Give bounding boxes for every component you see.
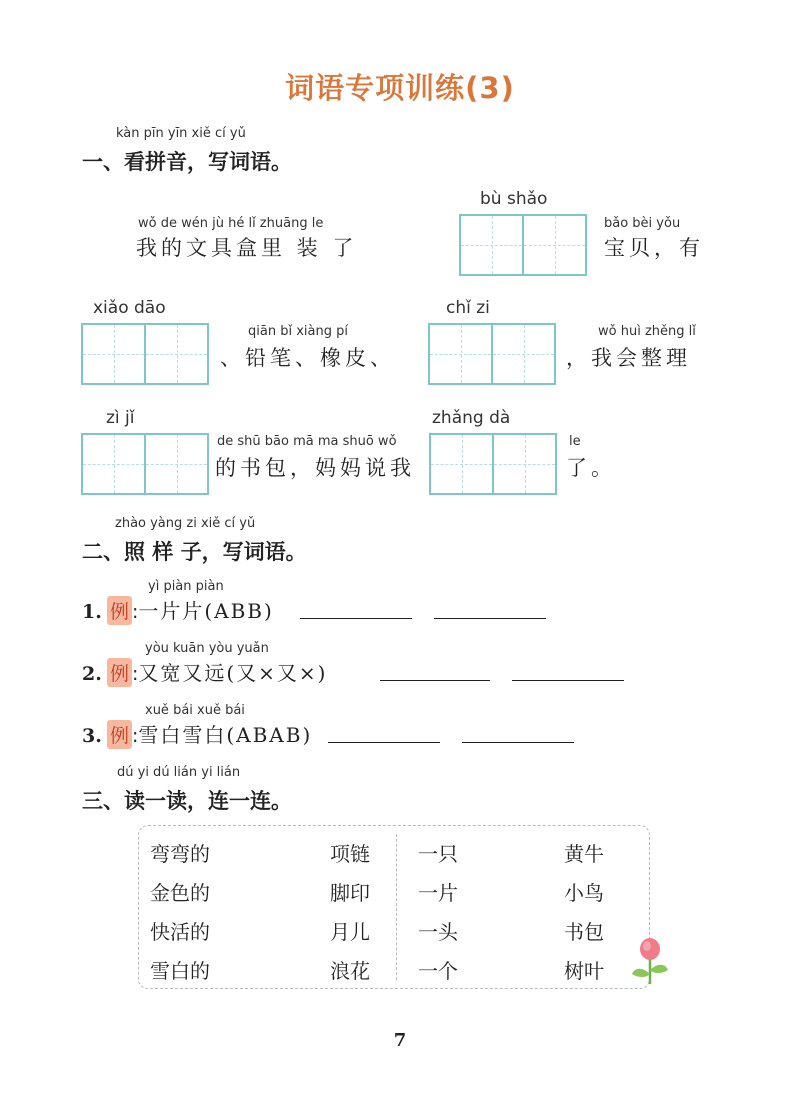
row2-pinyin-b: wǒ huì zhěng lǐ bbox=[598, 324, 696, 339]
match-col1-item[interactable]: 弯弯的 bbox=[150, 842, 210, 866]
match-col4-item[interactable]: 树叶 bbox=[564, 959, 604, 983]
item3-blank-1[interactable] bbox=[328, 742, 440, 743]
match-col4-item[interactable]: 黄牛 bbox=[564, 842, 604, 866]
match-col3-item[interactable]: 一头 bbox=[418, 920, 458, 944]
row2-pinyin-a: qiān bǐ xiàng pí bbox=[248, 324, 348, 339]
item3-number: 3. bbox=[82, 725, 102, 747]
item2-number: 2. bbox=[82, 663, 102, 685]
item1-row: 1. 例 :一片片(ABB) bbox=[82, 595, 274, 625]
section2-heading: 二、照 样 子，写词语。 bbox=[82, 540, 307, 564]
flower-icon bbox=[628, 936, 672, 986]
match-col1-item[interactable]: 快活的 bbox=[150, 920, 210, 944]
item1-blank-1[interactable] bbox=[300, 618, 412, 619]
match-col2-item[interactable]: 月儿 bbox=[330, 920, 370, 944]
item3-pinyin: xuě bái xuě bái bbox=[145, 703, 245, 718]
page-title: 词语专项训练(3) bbox=[285, 71, 515, 105]
match-col2-item[interactable]: 浪花 bbox=[330, 959, 370, 983]
row1-answer-grid[interactable] bbox=[459, 214, 587, 276]
row1-text-b: 宝贝，有 bbox=[604, 236, 704, 260]
item3-row: 3. 例 :雪白雪白(ABAB) bbox=[82, 719, 312, 749]
row1-text-a: 我的文具盒里 装 了 bbox=[136, 236, 358, 260]
example-label: 例 bbox=[107, 658, 132, 687]
row1-box-pinyin: bù shǎo bbox=[480, 189, 548, 209]
section1-pinyin: kàn pīn yīn xiě cí yǔ bbox=[116, 126, 246, 141]
match-col4-item[interactable]: 书包 bbox=[564, 920, 604, 944]
item1-example: 一片片(ABB) bbox=[138, 599, 274, 623]
match-col1-item[interactable]: 金色的 bbox=[150, 881, 210, 905]
item1-number: 1. bbox=[82, 601, 102, 623]
row3-pinyin-b: le bbox=[569, 434, 581, 449]
section3-heading: 三、读一读，连一连。 bbox=[82, 789, 292, 813]
match-col1-item[interactable]: 雪白的 bbox=[150, 959, 210, 983]
match-col4-item[interactable]: 小鸟 bbox=[564, 881, 604, 905]
row2-text-a: 、铅笔、橡皮、 bbox=[220, 346, 395, 370]
item2-example: 又宽又远(又×又×) bbox=[138, 661, 328, 685]
example-label: 例 bbox=[107, 596, 132, 625]
section3-pinyin: dú yi dú lián yi lián bbox=[117, 765, 241, 780]
row2-box1-pinyin: xiǎo dāo bbox=[93, 298, 166, 318]
item3-example: 雪白雪白(ABAB) bbox=[138, 723, 313, 747]
row3-pinyin-a: de shū bāo mā ma shuō wǒ bbox=[217, 434, 397, 449]
match-col3-item[interactable]: 一个 bbox=[418, 959, 458, 983]
row3-text-a: 的书包，妈妈说我 bbox=[215, 456, 415, 480]
row2-answer-grid-2[interactable] bbox=[428, 323, 556, 385]
item1-pinyin: yì piàn piàn bbox=[148, 579, 224, 594]
row2-box2-pinyin: chǐ zi bbox=[446, 298, 490, 318]
matching-divider bbox=[396, 834, 397, 980]
row3-text-b: 了。 bbox=[566, 456, 616, 480]
item1-blank-2[interactable] bbox=[434, 618, 546, 619]
row1-pinyin-a: wǒ de wén jù hé lǐ zhuāng le bbox=[138, 216, 324, 231]
section1-heading: 一、看拼音，写词语。 bbox=[82, 150, 292, 174]
row1-pinyin-b: bǎo bèi yǒu bbox=[604, 216, 681, 231]
row3-box1-pinyin: zì jǐ bbox=[106, 408, 135, 428]
row3-box2-pinyin: zhǎng dà bbox=[432, 408, 511, 428]
example-label: 例 bbox=[107, 720, 132, 749]
page-number: 7 bbox=[393, 1030, 407, 1051]
row2-answer-grid-1[interactable] bbox=[81, 323, 209, 385]
item2-blank-1[interactable] bbox=[380, 680, 490, 681]
section2-pinyin: zhào yàng zi xiě cí yǔ bbox=[115, 516, 256, 531]
match-col2-item[interactable]: 脚印 bbox=[330, 881, 370, 905]
match-col3-item[interactable]: 一只 bbox=[418, 842, 458, 866]
item3-blank-2[interactable] bbox=[462, 742, 574, 743]
match-col2-item[interactable]: 项链 bbox=[330, 842, 370, 866]
item2-blank-2[interactable] bbox=[512, 680, 624, 681]
match-col3-item[interactable]: 一片 bbox=[418, 881, 458, 905]
item2-pinyin: yòu kuān yòu yuǎn bbox=[145, 641, 269, 656]
row2-text-b: ，我会整理 bbox=[566, 346, 691, 370]
item2-row: 2. 例 :又宽又远(又×又×) bbox=[82, 657, 327, 687]
row3-answer-grid-1[interactable] bbox=[81, 433, 209, 495]
row3-answer-grid-2[interactable] bbox=[429, 433, 557, 495]
